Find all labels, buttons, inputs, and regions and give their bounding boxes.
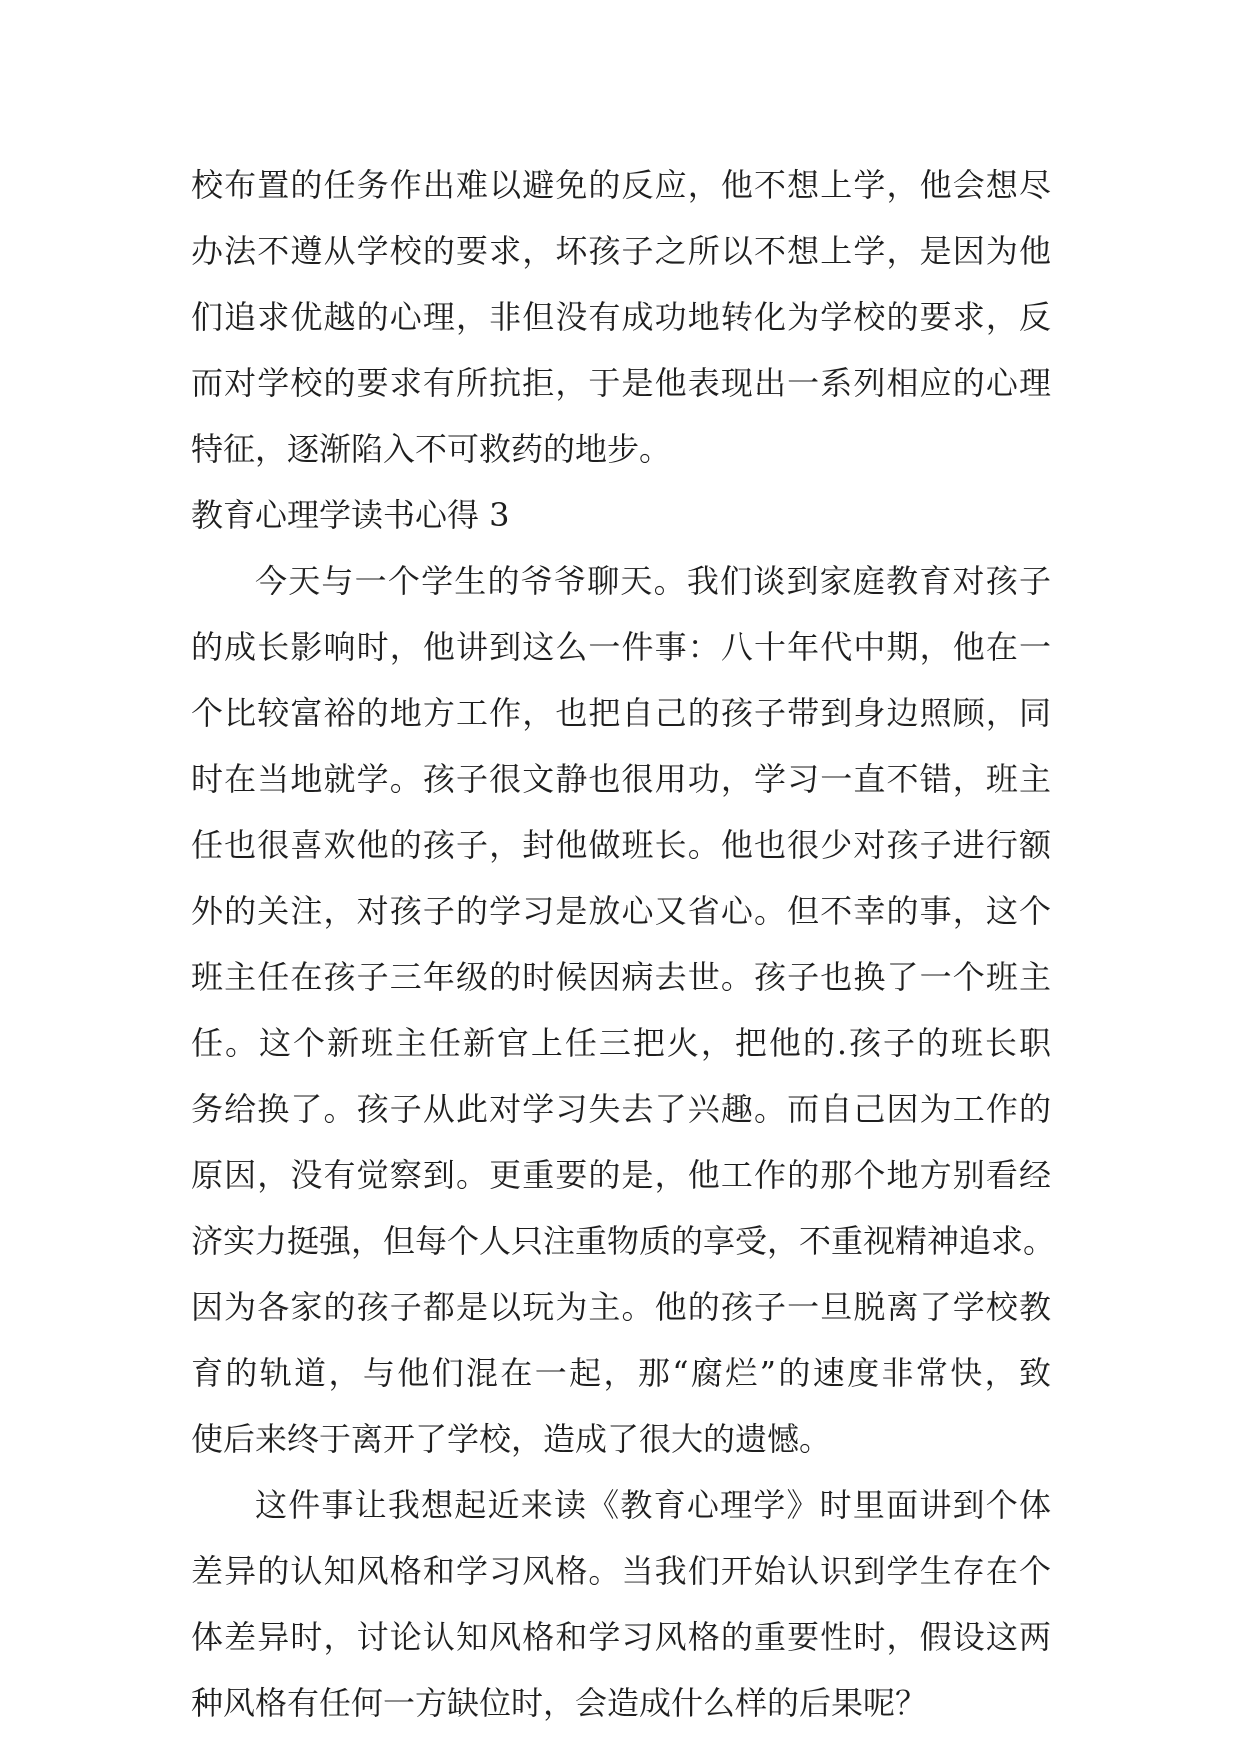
text-line: 差异的认知风格和学习风格。当我们开始认识到学生存在个 <box>191 1552 1051 1590</box>
text-line: 今天与一个学生的爷爷聊天。我们谈到家庭教育对孩子 <box>255 562 1051 600</box>
text-line: 校布置的任务作出难以避免的反应，他不想上学，他会想尽 <box>191 166 1051 204</box>
section-heading: 教育心理学读书心得 3 <box>191 496 510 534</box>
text-line: 特征，逐渐陷入不可救药的地步。 <box>191 430 672 468</box>
text-line: 任也很喜欢他的孩子，封他做班长。他也很少对孩子进行额 <box>191 826 1051 864</box>
text-line: 这件事让我想起近来读《教育心理学》时里面讲到个体 <box>255 1486 1051 1524</box>
text-line: 时在当地就学。孩子很文静也很用功，学习一直不错，班主 <box>191 760 1051 798</box>
text-line: 任。这个新班主任新官上任三把火，把他的.孩子的班长职 <box>191 1024 1051 1062</box>
text-line: 种风格有任何一方缺位时，会造成什么样的后果呢？ <box>191 1684 928 1722</box>
text-line: 育的轨道，与他们混在一起，那“腐烂”的速度非常快，致 <box>191 1354 1051 1392</box>
paragraph-1 <box>191 152 1051 482</box>
text-line: 原因，没有觉察到。更重要的是，他工作的那个地方别看经 <box>191 1156 1051 1194</box>
text-line: 济实力挺强，但每个人只注重物质的享受，不重视精神追求。 <box>191 1222 1056 1260</box>
text-line: 因为各家的孩子都是以玩为主。他的孩子一旦脱离了学校教 <box>191 1288 1051 1326</box>
text-line: 外的关注，对孩子的学习是放心又省心。但不幸的事，这个 <box>191 892 1051 930</box>
text-line: 务给换了。孩子从此对学习失去了兴趣。而自己因为工作的 <box>191 1090 1051 1128</box>
text-line: 使后来终于离开了学校，造成了很大的遗憾。 <box>191 1420 832 1458</box>
document-page <box>191 152 1056 1736</box>
text-line: 体差异时，讨论认知风格和学习风格的重要性时，假设这两 <box>191 1618 1051 1656</box>
text-line: 的成长影响时，他讲到这么一件事：八十年代中期，他在一 <box>191 628 1051 666</box>
paragraph-3 <box>191 1472 1051 1736</box>
text-line: 班主任在孩子三年级的时候因病去世。孩子也换了一个班主 <box>191 958 1051 996</box>
text-line: 而对学校的要求有所抗拒，于是他表现出一系列相应的心理 <box>191 364 1051 402</box>
text-line: 办法不遵从学校的要求，坏孩子之所以不想上学，是因为他 <box>191 232 1051 270</box>
text-line: 们追求优越的心理，非但没有成功地转化为学校的要求，反 <box>191 298 1051 336</box>
paragraph-2 <box>191 548 1056 1472</box>
text-line: 个比较富裕的地方工作，也把自己的孩子带到身边照顾，同 <box>191 694 1051 732</box>
